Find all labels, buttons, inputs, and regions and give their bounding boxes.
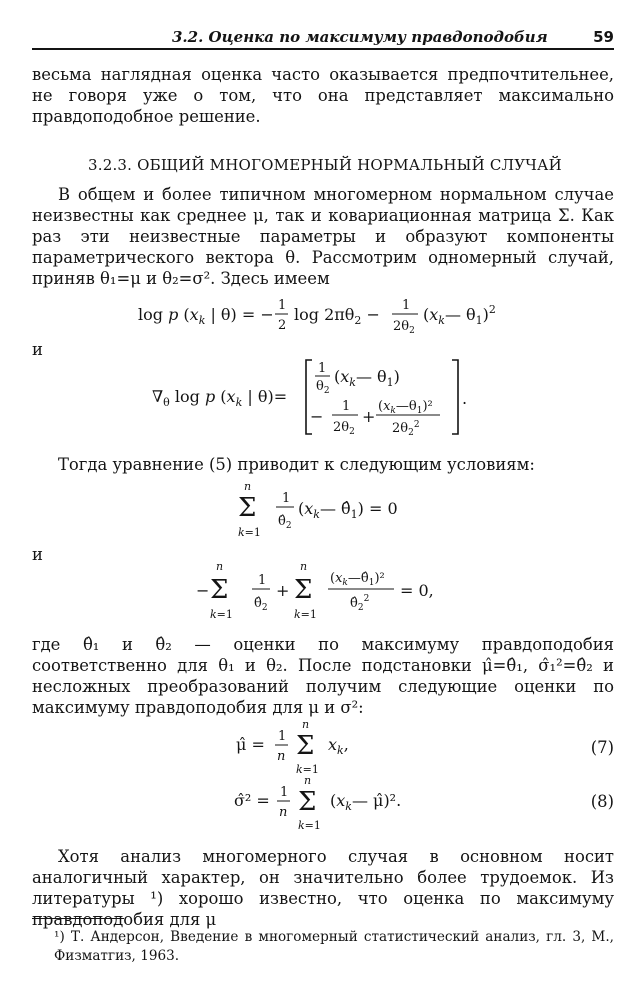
svg-text:1: 1 [278,298,287,313]
svg-text:k=1: k=1 [298,819,321,832]
svg-text:.: . [462,389,468,408]
svg-text:θ̂2: $\thetâ_2$ [254,596,268,613]
svg-text:Σ: Σ [294,575,313,605]
paragraph-4: Хотя анализ многомерного случая в основном носит аналогичный характер, он значительно более трудоемок. Из литературы ¹) хорошо известно, что оценка по максимуму правдоподобия для μ [32,847,614,929]
svg-text:n: n [304,774,312,787]
svg-text:Σ: Σ [296,731,315,761]
running-title: 3.2. Оценка по максимуму правдоподобия [172,28,548,46]
equation-8 [234,772,434,832]
svg-text:1: 1 [402,298,411,313]
svg-text:2: 2 [278,318,287,333]
svg-text:Σ: Σ [298,787,317,817]
page-number: 59 [593,28,614,46]
svg-text:(xk—θ̂1)²: $(x_k—\thetâ_1)^2$ [330,571,385,588]
svg-text:1: 1 [278,729,287,744]
svg-text:log 2πθ2 −: $\log 2\pi\theta_2$ − [294,305,380,327]
svg-text:n: n [216,560,224,573]
svg-text:(xk— θ̂1) = 0: ($x_k—$ $\thetâ_1) = 0$ [298,499,398,521]
svg-text:∇θ log p (xk | θ)=: $\nabla_\theta$ log p ($x_k$ | θ)= [152,387,288,409]
footnote: ¹) Т. Андерсон, Введение в многомерный статистический анализ, гл. 3, М., Физматгиз, 1963. [54,929,614,964]
equation-gradient [152,354,482,438]
svg-text:−: − [196,581,210,600]
svg-text:= 0,: = 0, [400,581,434,600]
svg-text:1: 1 [280,785,289,800]
paragraph-3: где θ̂₁ и θ̂₂ — оценки по максимуму правдоподобия соответственно для θ₁ и θ₂. После подстановки μ̂=θ̂₁, σ̂₁²=θ̂₂ и несложных преобразований получим следующие оценки по максимуму правдоподобия для μ и σ²: [32,635,614,717]
svg-text:μ̂ =: μ̂ = [236,735,265,754]
equation-condition-2 [196,560,456,626]
svg-text:(xk—θ1)²: $(x_k—\theta_1)^2$ [378,399,433,416]
svg-text:k=1: k=1 [210,608,233,621]
svg-text:θ̂2: $\thetâ_2$ [278,514,292,531]
svg-text:σ̂² =: σ̂² = [234,791,270,810]
running-header [32,28,614,50]
svg-text:xk,: $x_k$, [328,735,349,757]
svg-text:1: 1 [342,399,351,414]
footnote-rule [32,918,124,919]
equation-7 [236,718,396,776]
svg-text:(xk— θ1): ($x_k—$ $\theta_1$) [334,367,400,389]
svg-text:k=1: k=1 [238,526,261,539]
svg-text:(xk— μ̂)².: ($x_k—$ μ̂)². [330,791,402,813]
svg-text:2θ2: $2\theta_2$ [393,319,415,336]
svg-text:n: n [279,805,288,820]
paragraph-2: Тогда уравнение (5) приводит к следующим условиям: [58,455,535,474]
svg-text:k=1: k=1 [294,608,317,621]
svg-text:+: + [362,407,376,426]
paragraph-1: В общем и более типичном многомерном нормальном случае неизвестны как среднее μ, так и ковариационная матрица Σ. Как раз эти неизвестные параметры и образуют компоненты параметрического вектора θ. Рассмотрим одномерный случай, приняв θ₁=μ и θ₂=σ². Здесь имеем [32,185,614,288]
svg-text:n: n [302,718,310,731]
svg-text:2θ2: $2\theta_2$ [333,420,355,437]
svg-text:1: 1 [258,573,267,588]
svg-text:−: − [310,407,324,426]
svg-text:n: n [300,560,308,573]
svg-text:θ2: $\theta_2$ [316,379,330,396]
svg-text:log p (xk | θ) = −: log p ($x_k$ | θ) = − [138,305,274,327]
svg-text:+: + [276,581,290,600]
svg-text:2θ22: $2\theta_2^2$ [392,420,420,438]
svg-text:Σ: Σ [210,575,229,605]
equation-7-number: (7) [590,738,614,757]
section-title: 3.2.3. ОБЩИЙ МНОГОМЕРНЫЙ НОРМАЛЬНЫЙ СЛУЧАЙ [88,156,562,174]
equation-8-number: (8) [590,792,614,811]
svg-text:θ̂22: $\thetâ_2^2$ [350,594,370,613]
svg-text:1: 1 [318,361,327,376]
svg-text:Σ: Σ [238,493,257,523]
equation-log-p [138,292,518,338]
svg-text:n: n [244,480,252,493]
header-rule [32,48,614,50]
svg-text:(xk— θ1)2: ($x_k—$ $\theta_1)^2$ [423,303,496,327]
svg-text:n: n [277,749,286,764]
svg-text:k=1: k=1 [296,763,319,776]
equation-condition-1 [236,480,416,542]
svg-text:1: 1 [282,491,291,506]
intro-paragraph: весьма наглядная оценка часто оказывается предпочтительнее, не говоря уже о том, что она представляет максимально правдоподобное решение. [32,65,614,126]
and-word-1: и [32,340,43,359]
and-word-2: и [32,545,43,564]
